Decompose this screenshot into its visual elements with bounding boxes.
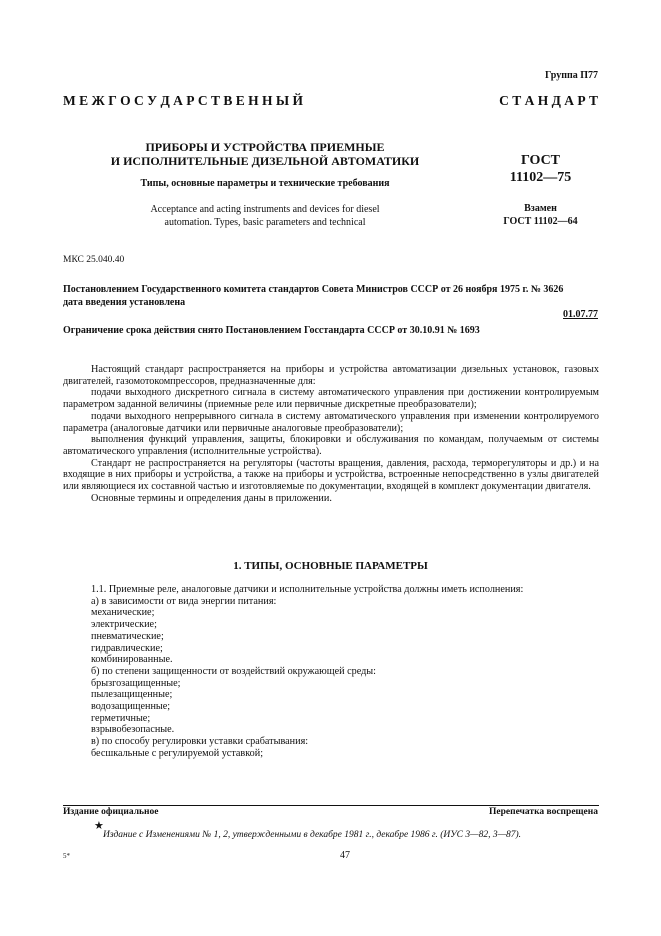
section-lead: 1.1. Приемные реле, аналоговые датчики и исполнительные устройства должны иметь исполнения: (91, 584, 524, 595)
english-title-line-1: Acceptance and acting instruments and devices for diesel (150, 204, 380, 215)
list-item: пневматические; (91, 630, 164, 642)
replaces-label: Взамен (524, 203, 557, 214)
list-item: б) по степени защищенности от воздействий окружающей среды: (91, 665, 376, 677)
gost-number: 11102—75 (509, 170, 572, 185)
list-item: брызгозащищенные; (91, 677, 181, 689)
intro-paragraph: Основные термины и определения даны в приложении. (91, 492, 332, 504)
decree-line-2: дата введения установлена (63, 297, 186, 308)
title-subtitle: Типы, основные параметры и технические требования (140, 178, 390, 189)
decree-text (63, 283, 598, 309)
list-item: электрические; (91, 619, 157, 631)
gost-block (482, 152, 599, 228)
star-icon: ★ (94, 820, 104, 832)
restriction-note: Ограничение срока действия снято Постановлением Госстандарта СССР от 30.10.91 № 1693 (63, 325, 480, 336)
list-item: бесшкальные с регулируемой уставкой; (91, 747, 264, 759)
list-item: в) по способу регулировки уставки срабатывания: (91, 736, 309, 748)
replaces-number: ГОСТ 11102—64 (503, 216, 578, 227)
mks-code: МКС 25.040.40 (63, 255, 125, 265)
effective-date: 01.07.77 (563, 309, 598, 320)
reprint-prohibited: Перепечатка воспрещена (488, 807, 598, 817)
list-item: пылезащищенные; (91, 689, 173, 701)
title-line-1: ПРИБОРЫ И УСТРОЙСТВА ПРИЕМНЫЕ (145, 140, 385, 154)
title-block (100, 140, 430, 229)
section-1-list (63, 584, 599, 760)
list-item: взрывобезопасные. (91, 724, 175, 736)
signature-mark: 5* (63, 852, 70, 860)
gost-label: ГОСТ (520, 153, 561, 168)
list-item: герметичные; (91, 712, 151, 724)
banner-interstate: М Е Ж Г О С У Д А Р С Т В Е Н Н Ы Й (63, 93, 304, 108)
intro-paragraph: Стандарт не распространяется на регуляторы (частоты вращения, давления, расхода, терморегуляторы и др.) и на входящие в них приборы и устройства, а также на приборы и устройства, встроенные непосредственно в узлы двигателей или являющиеся их составной частью и изготовляемые по документации, входящей в комплект документации двигателя. (63, 457, 599, 493)
intro-paragraph: подачи выходного непрерывного сигнала в систему автоматического управления при изменении контролируемого параметра (аналоговые датчики или первичные аналоговые преобразователи); (63, 410, 599, 434)
english-title-line-2: automation. Types, basic parameters and technical (164, 217, 366, 228)
list-item: водозащищенные; (91, 701, 171, 713)
list-item: а) в зависимости от вида энергии питания: (91, 595, 277, 607)
list-item: гидравлические; (91, 642, 163, 654)
intro-paragraph: подачи выходного дискретного сигнала в систему автоматического управления при достижении контролируемым параметром заданной величины (приемные реле или первичные дискретные преобразователи); (63, 387, 599, 411)
title-line-2: И ИСПОЛНИТЕЛЬНЫЕ ДИЗЕЛЬНОЙ АВТОМАТИКИ (110, 154, 420, 168)
footer-divider (63, 805, 599, 806)
edition-note: Издание с Изменениями № 1, 2, утвержденными в декабре 1981 г., декабре 1986 г. (ИУС 3—82, 3—87). (103, 830, 522, 840)
standard-banner (63, 93, 598, 109)
group-code: Группа П77 (545, 70, 598, 81)
list-item: механические; (91, 607, 155, 619)
page-number: 47 (340, 850, 350, 861)
intro-text (63, 364, 599, 504)
decree-line-1: Постановлением Государственного комитета стандартов Совета Министров СССР от 26 ноября 1975 г. № 3626 (63, 284, 564, 295)
section-heading: 1. ТИПЫ, ОСНОВНЫЕ ПАРАМЕТРЫ (233, 560, 428, 572)
official-edition: Издание официальное (63, 807, 159, 817)
intro-paragraph: Настоящий стандарт распространяется на приборы и устройства автоматизации дизельных установок, газовых двигателей, газомотокомпрессоров, предназначенные для: (63, 364, 599, 387)
banner-standard: С Т А Н Д А Р Т (499, 93, 598, 108)
intro-paragraph: выполнения функций управления, защиты, блокировки и обслуживания по командам, получаемым от системы автоматического управления (исполнительные устройства). (63, 434, 599, 457)
list-item: комбинированные. (91, 654, 173, 666)
